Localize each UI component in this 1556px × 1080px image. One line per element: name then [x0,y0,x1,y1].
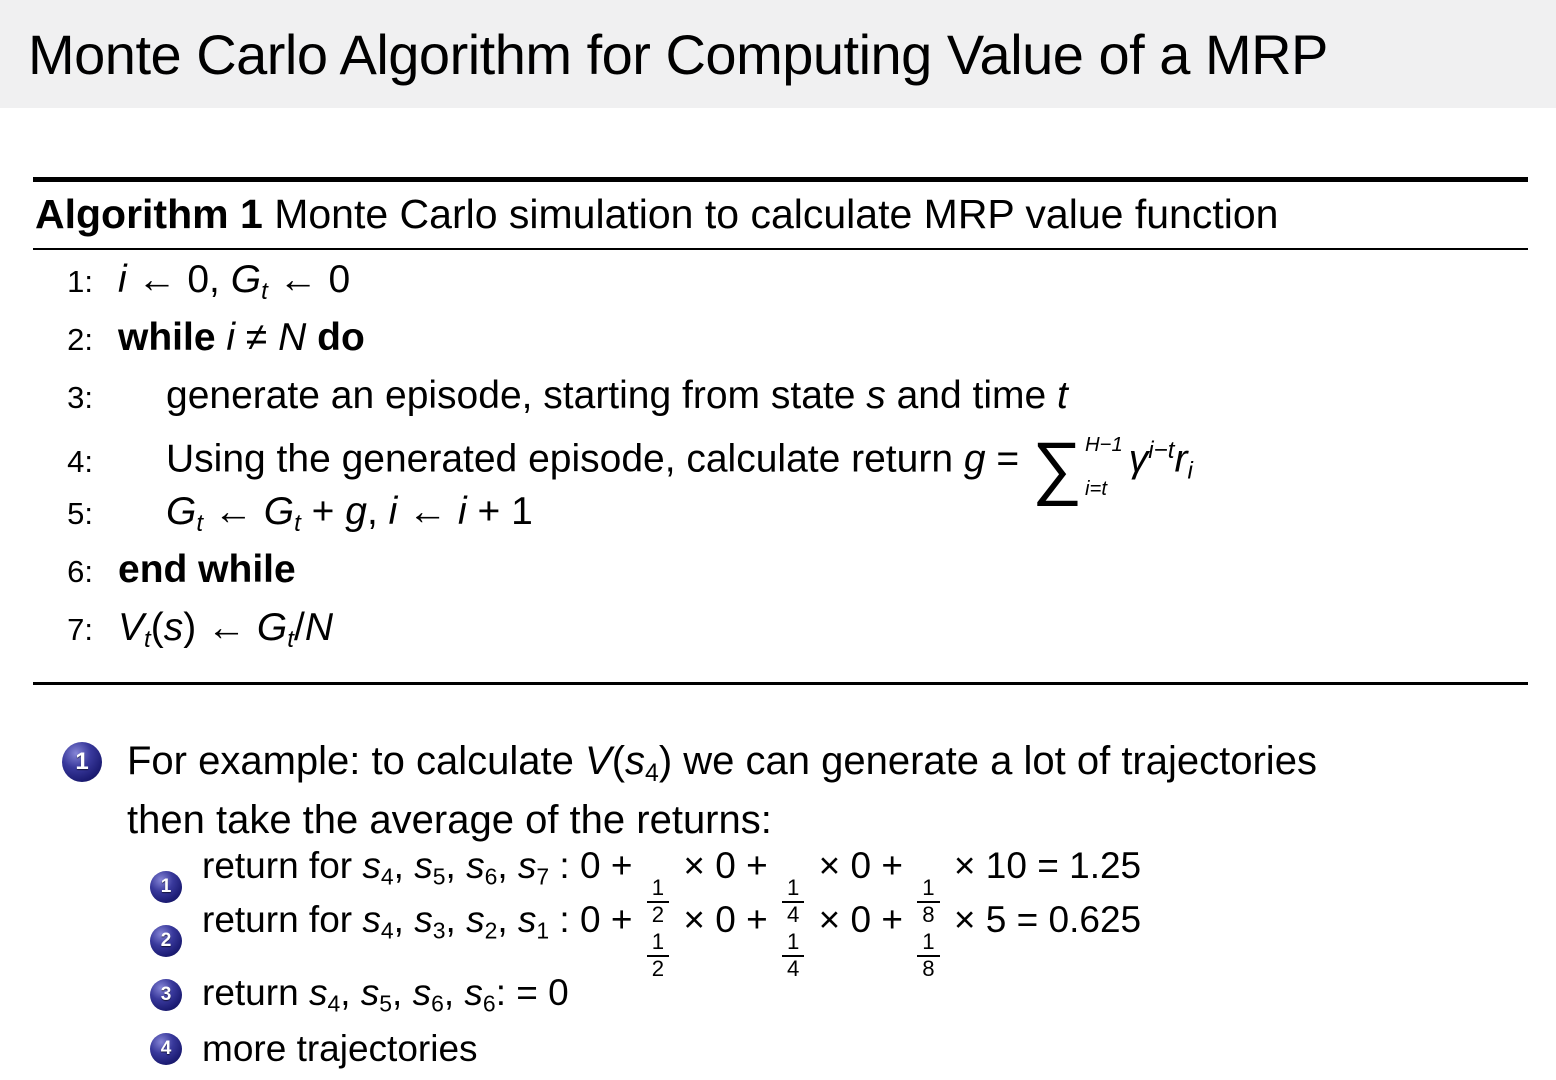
math-var: t [1057,374,1068,417]
enum-ball-sub-2: 2 [150,925,182,957]
math-var: G [263,490,295,533]
fraction-numerator: 1 [787,929,800,955]
line-number: 2: [67,322,93,357]
page-title: Monte Carlo Algorithm for Computing Value of a MRP [28,22,1328,86]
text-segment: more trajectories [202,1027,478,1069]
math-var: s [464,971,483,1013]
fraction-numerator: 1 [922,875,935,901]
text-segment: ) ← [183,606,257,649]
subscript: 2 [484,917,498,944]
text-segment: Using the generated episode, calculate return [166,437,964,481]
fraction-denominator: 8 [917,901,939,928]
fraction-denominator: 2 [647,901,669,928]
fraction-denominator: 8 [917,955,939,982]
algorithm-caption-label: Algorithm 1 [35,191,263,237]
enum-ball-sub-1: 1 [150,871,182,903]
text-segment: , [366,490,389,533]
text-segment: , [445,845,467,887]
text-segment: , [392,971,413,1013]
trajectory-item-2 [150,899,1526,981]
math-var: r [1174,437,1188,481]
text-segment: × 0 + [673,899,779,941]
text-segment: : 0 + [549,845,643,887]
subscript: t [287,625,294,653]
example-item [62,733,1526,848]
text-segment: : = 0 [495,971,569,1013]
fraction [917,930,939,982]
fraction [647,930,669,982]
subscript: t [261,277,268,305]
enum-ball-sub-3: 3 [150,979,182,1011]
text-segment: = [985,437,1030,481]
text-segment: + [300,490,346,533]
line-number: 3: [67,380,93,415]
math-var: s [308,971,328,1013]
text-segment: , [393,899,415,941]
math-var: s [360,971,380,1013]
math-var: G [230,258,262,301]
math-var: γ [1128,437,1149,481]
subscript: 4 [327,990,341,1017]
text-segment: , [497,899,518,941]
algorithm-line-6 [33,548,1528,606]
text-segment: ← 0, [126,258,231,301]
line-number: 4: [67,443,93,479]
subscript: 7 [536,863,550,890]
text-segment: For example: to calculate [127,739,585,783]
text-segment: generate an episode, starting from state [166,374,867,417]
text-segment: , [340,971,361,1013]
keyword: while [118,316,227,359]
algorithm-caption [33,182,1528,248]
math-var: s [466,845,485,887]
algorithm-line-3 [33,374,1528,432]
text-segment: × 10 = 1.25 [943,845,1142,887]
algorithm-body [33,250,1528,685]
fraction-numerator: 1 [787,875,800,901]
slide-header [0,0,1556,108]
text-segment: return for [202,899,363,941]
subscript: 4 [645,759,659,787]
trajectory-item-text [202,972,569,1017]
math-var: G [256,606,288,649]
summation-limits [1085,432,1123,502]
subscript: 5 [379,990,393,1017]
fraction-denominator: 4 [782,955,804,982]
math-var: g [963,437,986,481]
trajectory-item-text [202,899,1141,981]
subscript: t [144,625,151,653]
fraction-numerator: 1 [651,929,665,955]
line-content [118,606,333,654]
subscript: 4 [380,863,394,890]
subscript: 3 [432,917,446,944]
text-segment: ← 0 [267,258,351,301]
algorithm-line-4 [33,427,1528,506]
math-var: s [362,845,381,887]
summation-lower: i=t [1085,477,1108,500]
line-content [166,490,533,538]
enum-ball-sub-4: 4 [150,1033,182,1065]
fraction-numerator: 1 [651,875,665,901]
algorithm-line-7 [33,606,1528,664]
example-section [62,733,1526,1076]
text-segment: and time [885,374,1058,417]
superscript: i−t [1148,437,1175,465]
example-sublist [150,845,1526,1076]
math-var: i [457,490,467,533]
sigma-symbol: ∑ [1032,427,1083,506]
math-var: N [278,316,307,359]
text-segment: / [293,606,305,649]
math-var: s [163,606,184,649]
line-number: 6: [67,554,93,589]
math-var: G [166,490,197,533]
text-segment: , [445,899,467,941]
math-var: s [362,899,381,941]
line-content [118,258,350,306]
fraction [782,930,804,982]
fraction-numerator: 1 [922,929,935,955]
text-segment: ( [611,739,626,783]
math-var: V [118,606,145,649]
math-var: s [866,374,886,417]
text-segment: × 0 + [808,845,914,887]
math-var: s [517,845,537,887]
math-var: s [412,971,432,1013]
summation [1032,427,1123,506]
trajectory-item-text [202,1028,478,1070]
math-var: i [118,258,127,301]
keyword: do [306,316,365,359]
math-var: N [304,606,333,649]
subscript: t [196,509,204,537]
text-segment: , [393,845,415,887]
subscript: 4 [380,917,394,944]
subscript: i [1187,457,1193,485]
text-segment: ) we can generate a lot of trajectories [658,739,1317,783]
text-segment: ← [203,490,264,533]
math-var: s [466,899,485,941]
text-segment: then take the average of the returns: [127,797,772,842]
subscript: 6 [482,990,496,1017]
example-item-text [127,733,1317,848]
subscript: t [294,509,301,537]
math-var: s [414,845,433,887]
line-number: 5: [67,496,93,531]
text-segment: return for [202,845,363,887]
text-segment: ← [397,490,458,533]
line-content [166,374,1068,418]
text-segment: : 0 + [549,899,643,941]
subscript: 1 [536,917,550,944]
math-var: s [625,739,646,783]
text-segment: , [443,971,465,1013]
algorithm-caption-text: Monte Carlo simulation to calculate MRP value function [262,191,1279,237]
line-content [118,316,365,360]
enum-ball-1: 1 [62,742,102,782]
math-var: i [388,490,398,533]
subscript: 5 [432,863,446,890]
math-var: V [585,739,612,783]
fraction-denominator: 4 [782,901,804,928]
text-segment: × 5 = 0.625 [943,899,1142,941]
math-var: s [414,899,433,941]
text-segment: ( [150,606,164,649]
text-segment: return [202,971,309,1013]
keyword: end while [118,548,296,591]
subscript: 6 [431,990,444,1017]
text-segment: , [497,845,518,887]
algorithm-block [33,177,1528,685]
text-segment: ≠ [235,316,279,359]
text-segment: × 0 + [808,899,914,941]
line-number: 7: [67,612,93,647]
subscript: 6 [484,863,498,890]
math-var: i [226,316,236,359]
trajectory-item-4 [150,1022,1526,1076]
text-segment: × 0 + [673,845,779,887]
summation-upper: H−1 [1085,434,1123,456]
fraction-denominator: 2 [647,955,669,982]
algorithm-line-1 [33,258,1528,316]
line-content [118,548,296,592]
math-var: s [517,899,537,941]
algorithm-line-2 [33,316,1528,374]
math-var: g [345,490,367,533]
text-segment: + 1 [466,490,533,533]
line-number: 1: [67,264,93,299]
